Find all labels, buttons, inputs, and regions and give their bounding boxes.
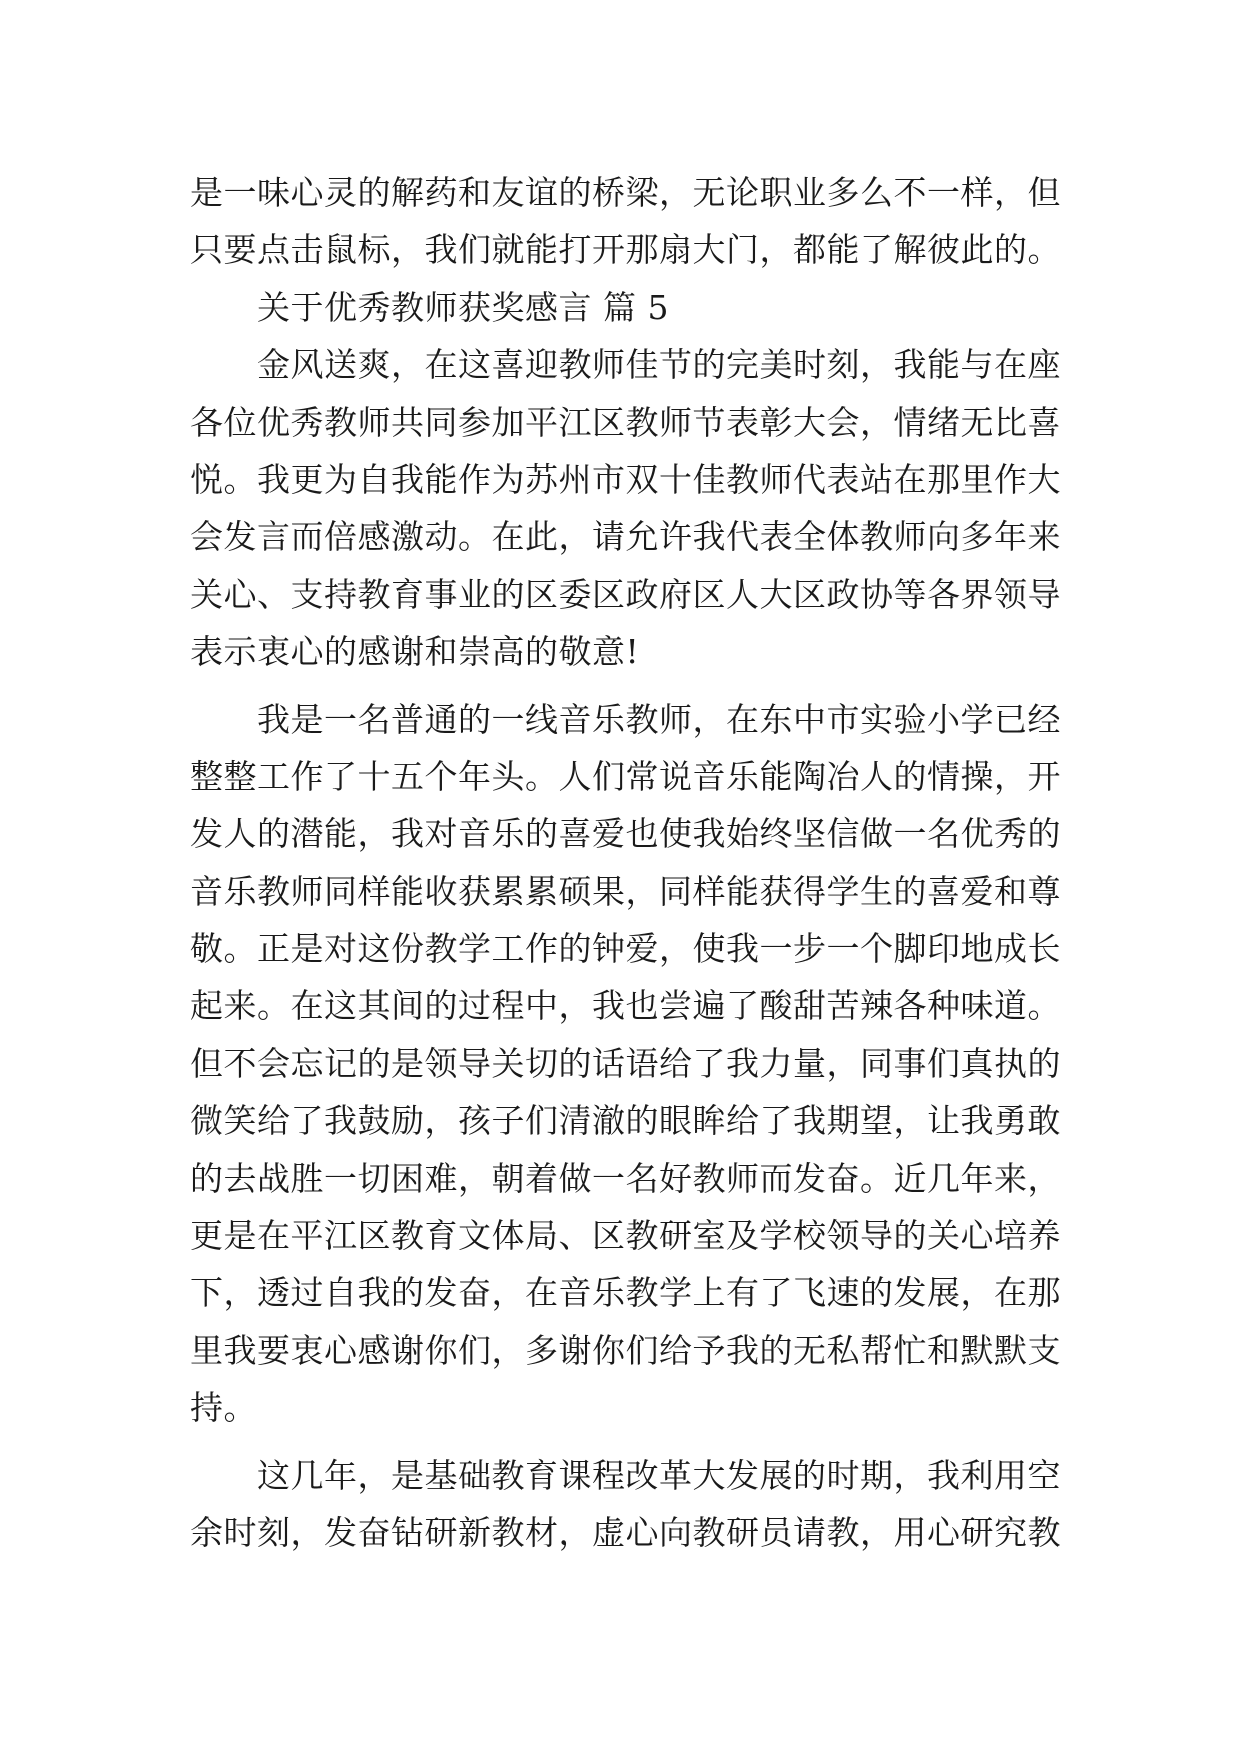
text-line: 持。 <box>190 1388 257 1428</box>
text-line: 我是一名普通的一线音乐教师，在东中市实验小学已经 <box>257 699 1061 739</box>
text-line: 发人的潜能，我对音乐的喜爱也使我始终坚信做一名优秀的 <box>190 814 1061 854</box>
text-line: 关心、支持教育事业的区委区政府区人大区政协等各界领导 <box>190 574 1061 614</box>
text-line: 表示衷心的感谢和崇高的敬意! <box>190 632 640 672</box>
text-line: 音乐教师同样能收获累累硕果，同样能获得学生的喜爱和尊 <box>190 871 1061 911</box>
text-line: 是一味心灵的解药和友谊的桥梁，无论职业多么不一样，但 <box>190 173 1061 212</box>
text-line: 的去战胜一切困难，朝着做一名好教师而发奋。近几年来， <box>190 1158 1061 1198</box>
text-line: 起来。在这其间的过程中，我也尝遍了酸甜苦辣各种味道。 <box>190 986 1061 1026</box>
text-line: 各位优秀教师共同参加平江区教师节表彰大会，情绪无比喜 <box>190 402 1061 442</box>
text-line: 下，透过自我的发奋，在音乐教学上有了飞速的发展，在那 <box>190 1273 1061 1313</box>
text-line: 整整工作了十五个年头。人们常说音乐能陶冶人的情操，开 <box>190 756 1061 796</box>
body-text <box>190 164 1070 1561</box>
text-line: 更是在平江区教育文体局、区教研室及学校领导的关心培养 <box>190 1216 1061 1256</box>
text-line: 悦。我更为自我能作为苏州市双十佳教师代表站在那里作大 <box>190 459 1061 499</box>
text-line: 这几年，是基础教育课程改革大发展的时期，我利用空 <box>257 1455 1061 1495</box>
text-line: 只要点击鼠标，我们就能打开那扇大门，都能了解彼此的。 <box>190 230 1061 270</box>
text-line: 里我要衷心感谢你们，多谢你们给予我的无私帮忙和默默支 <box>190 1330 1061 1370</box>
text-line: 余时刻，发奋钻研新教材，虚心向教研员请教，用心研究教 <box>190 1512 1061 1552</box>
text-line: 微笑给了我鼓励，孩子们清澈的眼眸给了我期望，让我勇敢 <box>190 1101 1061 1141</box>
text-line: 但不会忘记的是领导关切的话语给了我力量，同事们真执的 <box>190 1043 1061 1083</box>
text-line: 金风送爽，在这喜迎教师佳节的完美时刻，我能与在座 <box>257 345 1061 385</box>
text-line: 会发言而倍感激动。在此，请允许我代表全体教师向多年来 <box>190 517 1061 557</box>
text-line: 敬。正是对这份教学工作的钟爱，使我一步一个脚印地成长 <box>190 929 1061 969</box>
section-heading: 关于优秀教师获奖感言 篇 5 <box>257 287 669 327</box>
